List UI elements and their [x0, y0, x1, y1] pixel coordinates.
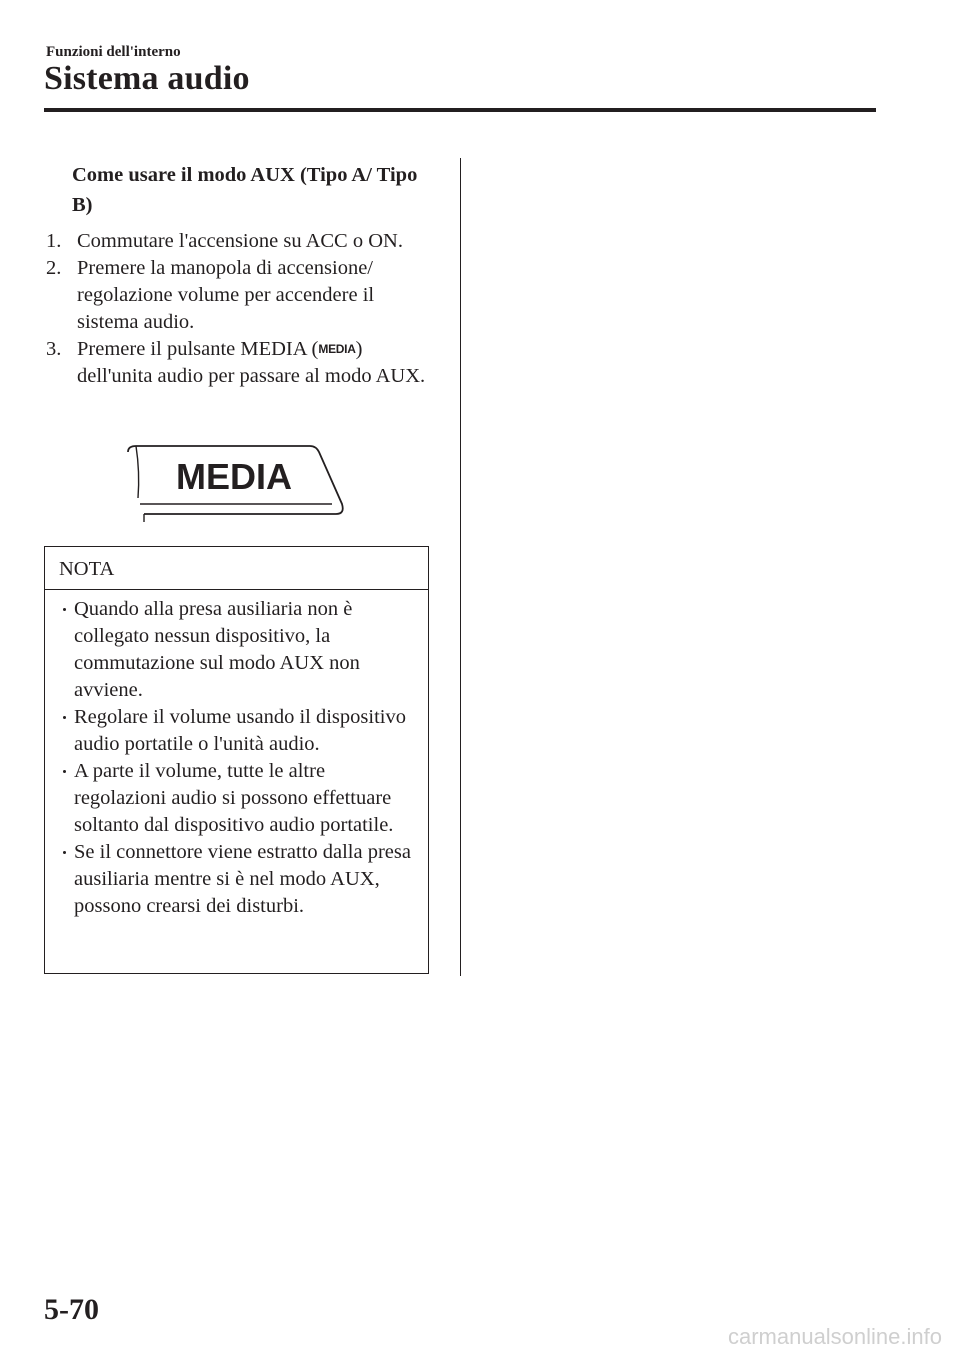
- note-item: [74, 839, 418, 920]
- note-item: [74, 704, 418, 758]
- section-label: Funzioni dell'interno: [46, 44, 181, 60]
- media-button-label: MEDIA: [176, 456, 292, 497]
- bullet-icon: [63, 716, 66, 719]
- note-box: [44, 546, 429, 974]
- subheading: Come usare il modo AUX (Tipo A/ Tipo B): [72, 164, 418, 216]
- page-title: Sistema audio: [44, 60, 250, 97]
- media-inline-icon: MEDIA: [318, 342, 356, 356]
- note-item: [74, 596, 418, 704]
- note-text: Regolare il volume usando il dispositivo audio portatile o l'unità audio.: [74, 706, 406, 755]
- step-text: Commutare l'accensione su ACC o ON.: [77, 230, 403, 252]
- media-button-figure: [126, 442, 348, 524]
- bullet-icon: [63, 608, 66, 611]
- step-number: 1.: [46, 230, 62, 252]
- step-item: [46, 255, 436, 336]
- note-text: A parte il volume, tutte le altre regolazioni audio si possono effettuare soltanto dal dispositivo audio portatile.: [74, 760, 394, 836]
- column-divider: [460, 158, 461, 976]
- step-text: Premere la manopola di accensione/ regolazione volume per accendere il sistema audio.: [77, 257, 375, 333]
- step-text-before: Premere il pulsante MEDIA (: [77, 338, 319, 360]
- note-item: [74, 758, 418, 839]
- note-text: Se il connettore viene estratto dalla presa ausiliaria mentre si è nel modo AUX, possono crearsi dei disturbi.: [74, 841, 411, 917]
- note-title: NOTA: [45, 547, 428, 590]
- note-text: Quando alla presa ausiliaria non è collegato nessun dispositivo, la commutazione sul modo AUX non avviene.: [74, 598, 360, 701]
- step-item: [46, 336, 436, 390]
- watermark: carmanualsonline.info: [727, 1324, 942, 1349]
- bullet-icon: [63, 851, 66, 854]
- step-item: [46, 228, 436, 255]
- header-rule: [44, 108, 876, 112]
- step-text-after: ) dell'unita audio per passare al modo AUX.: [77, 338, 426, 387]
- note-list: [45, 590, 428, 920]
- step-number: 2.: [46, 257, 62, 279]
- page-number: 5-70: [44, 1293, 99, 1326]
- step-number: 3.: [46, 338, 62, 360]
- steps-list: [46, 228, 436, 390]
- bullet-icon: [63, 770, 66, 773]
